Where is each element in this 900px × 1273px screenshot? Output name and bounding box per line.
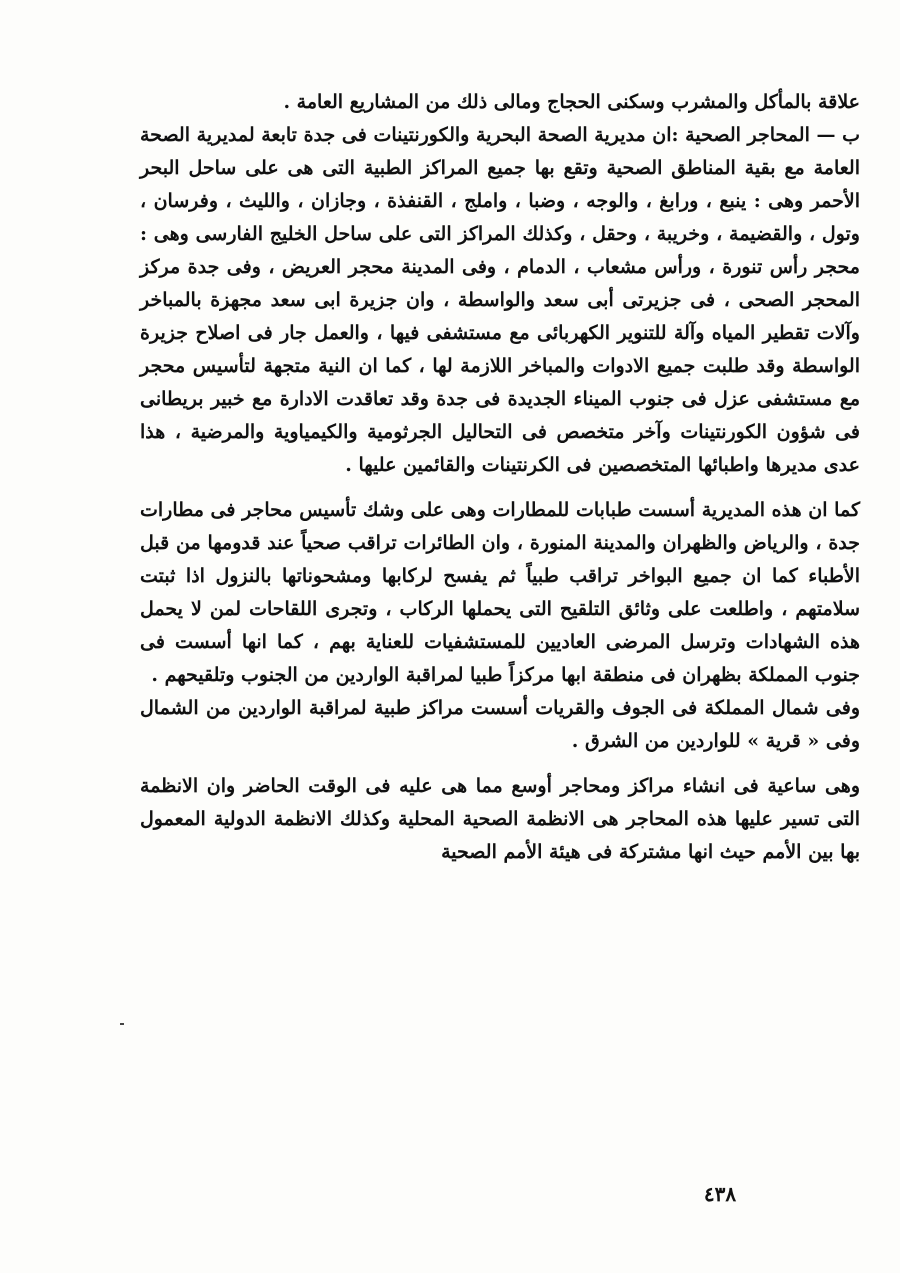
paragraph: وفى شمال المملكة فى الجوف والقريات أسست مراكز طبية لمراقبة الواردين من الشمال وفى « قرية » للواردين من الشرق . (140, 697, 860, 752)
paragraph: كما ان هذه المديرية أسست طبابات للمطارات وهى على وشك تأسيس محاجر فى مطارات جدة ، والرياض والظهران والمدينة المنورة ، وان الطائرات تراقب صحياً عند قدومها من قبل الأطباء كما ان جميع البواخر تراقب طبياً ثم يفسح لركابها ومشحوناتها بالنزول اذا ثبتت سلامتهم ، واطلعت على وثائق التلقيح التى يحملها الركاب ، وتجرى اللقاحات لمن لا يحمل هذه الشهادات وترسل المرضى العاديين للمستشفيات للعناية بهم ، كما انها أسست فى جنوب المملكة بظهران فى منطقة ابها مركزاً طبيا لمراقبة الواردين من الجنوب وتلقيحهم . (140, 499, 860, 686)
paragraph: وهى ساعية فى انشاء مراكز ومحاجر أوسع مما هى عليه فى الوقت الحاضر وان الانظمة التى تسير عليها هذه المحاجر هى الانظمة الصحية المحلية وكذلك الانظمة الدولية المعمول بها بين الأمم حيث انها مشتركة فى هيئة الأمم الصحية (140, 775, 860, 863)
page-number: ٤٣٨ (703, 1182, 737, 1206)
body-text (140, 86, 860, 869)
paragraph: ب — المحاجر الصحية :ان مديرية الصحة البحرية والكورنتينات فى جدة تابعة لمديرية الصحة العامة مع بقية المناطق الصحية وتقع بها جميع المراكز الطبية التى هى على ساحل البحر الأحمر وهى : ينبع ، ورابغ ، والوجه ، وضبا ، واملج ، القنفذة ، وجازان ، والليث ، وفرسان ، وتول ، والقضيمة ، وخريبة ، وحقل ، وكذلك المراكز التى على ساحل الخليج الفارسى وهى : محجر رأس تنورة ، ورأس مشعاب ، الدمام ، وفى المدينة محجر العريض ، وفى جدة مركز المحجر الصحى ، فى جزيرتى أبى سعد والواسطة ، وان جزيرة ابى سعد مجهزة بالمباخر وآلات تقطير المياه وآلة للتنوير الكهربائى مع مستشفى فيها ، والعمل جار فى اصلاح جزيرة الواسطة وقد طلبت جميع الادوات والمباخر اللازمة لها ، كما ان النية متجهة لتأسيس محجر مع مستشفى عزل فى جنوب الميناء الجديدة فى جدة وقد تعاقدت الادارة مع خبير بريطانى فى شؤون الكورنتينات وآخر متخصص فى التحاليل الجرثومية والكيمياوية والمرضية ، هذا عدى مديرها واطبائها المتخصصين فى الكرنتينات والقائمين عليها . (140, 124, 860, 476)
scan-speck (120, 1023, 124, 1025)
paragraph: علاقة بالمأكل والمشرب وسكنى الحجاج ومالى ذلك من المشاريع العامة . (283, 91, 860, 113)
